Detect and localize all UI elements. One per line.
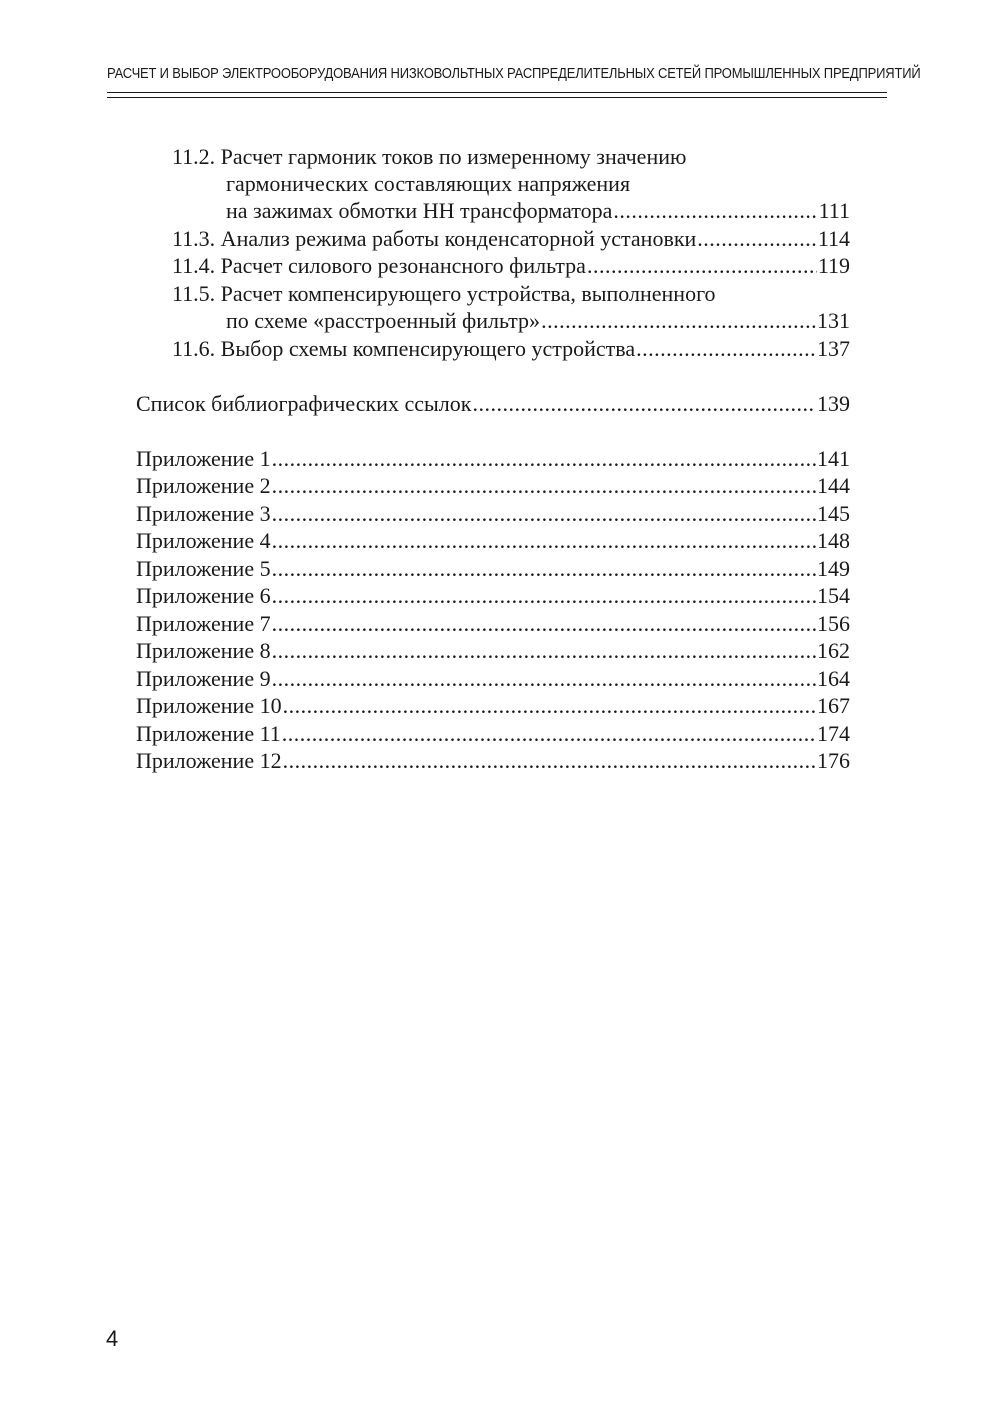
dot-leader (636, 335, 816, 362)
appendix-title: Приложение 4 (136, 528, 271, 553)
dot-leader (272, 445, 816, 472)
appendix-title: Приложение 5 (136, 556, 271, 581)
appendix-title: Приложение 12 (136, 748, 282, 773)
dot-leader (697, 225, 817, 252)
toc-entry-11-5-line1: 11.5. Расчет компенсирующего устройства, выполненного (172, 281, 716, 306)
toc-entry-appendix-8[interactable] (136, 637, 850, 664)
toc-entry-appendix-2[interactable] (136, 472, 850, 499)
appendix-page: 149 (817, 556, 850, 581)
dot-leader (587, 252, 817, 279)
toc-entry-11-6-page: 137 (817, 336, 850, 361)
toc-entry-11-5-page: 131 (817, 308, 850, 333)
toc-entry-11-3-page: 114 (817, 226, 850, 251)
page-number: 4 (106, 1326, 119, 1351)
appendix-page: 167 (817, 693, 850, 718)
toc-entry-appendix-10[interactable] (136, 692, 850, 719)
toc-entry-bibliography-page: 139 (817, 391, 850, 416)
appendix-page: 141 (817, 446, 850, 471)
header-rule-bottom (107, 97, 887, 98)
appendix-title: Приложение 10 (136, 693, 282, 718)
dot-leader (272, 500, 816, 527)
dot-leader (272, 472, 816, 499)
toc-entry-appendix-1[interactable] (136, 445, 850, 472)
appendix-title: Приложение 2 (136, 473, 271, 498)
toc-entry-11-2[interactable] (226, 197, 850, 224)
dot-leader (472, 390, 816, 417)
appendix-title: Приложение 11 (136, 721, 281, 746)
toc-entry-11-5-line2: по схеме «расстроенный фильтр» (226, 308, 541, 333)
appendix-title: Приложение 9 (136, 666, 271, 691)
running-header: РАСЧЕТ И ВЫБОР ЭЛЕКТРООБОРУДОВАНИЯ НИЗКОВОЛЬТНЫХ РАСПРЕДЕЛИТЕЛЬНЫХ СЕТЕЙ ПРОМЫШЛЕННЫХ ПРЕДПРИЯТИЙ (107, 66, 921, 82)
appendix-title: Приложение 1 (136, 446, 271, 471)
toc-entry-11-2-page: 111 (818, 198, 850, 223)
dot-leader (272, 527, 816, 554)
toc-entry-11-4-page: 119 (817, 253, 850, 278)
dot-leader (541, 307, 816, 334)
toc-entry-11-2-line3: на зажимах обмотки НН трансформатора (226, 198, 613, 223)
appendix-title: Приложение 8 (136, 638, 271, 663)
toc-entry-appendix-11[interactable] (136, 720, 850, 747)
appendix-page: 176 (817, 748, 850, 773)
dot-leader (283, 692, 816, 719)
toc-entry-11-3[interactable] (172, 225, 850, 252)
dot-leader (272, 582, 816, 609)
dot-leader (613, 197, 817, 224)
toc-entry-11-4-title: 11.4. Расчет силового резонансного фильтра (172, 253, 586, 278)
dot-leader (272, 555, 816, 582)
toc-entry-11-5[interactable] (226, 307, 850, 334)
appendix-page: 145 (817, 501, 850, 526)
appendix-title: Приложение 3 (136, 501, 271, 526)
toc-entry-11-6[interactable] (172, 335, 850, 362)
appendix-page: 156 (817, 611, 850, 636)
toc-entry-11-2-line1: 11.2. Расчет гармоник токов по измеренному значению (172, 144, 687, 169)
dot-leader (282, 720, 816, 747)
dot-leader (272, 665, 816, 692)
toc-entry-11-2-line2: гармонических составляющих напряжения (226, 171, 631, 196)
appendix-page: 148 (817, 528, 850, 553)
appendix-title: Приложение 6 (136, 583, 271, 608)
appendix-page: 144 (817, 473, 850, 498)
toc-entry-appendix-6[interactable] (136, 582, 850, 609)
appendix-page: 154 (817, 583, 850, 608)
appendix-page: 162 (817, 638, 850, 663)
toc-entry-appendix-4[interactable] (136, 527, 850, 554)
toc-entry-11-4[interactable] (172, 252, 850, 279)
dot-leader (283, 747, 816, 774)
toc-entry-appendix-7[interactable] (136, 610, 850, 637)
dot-leader (272, 637, 816, 664)
appendix-page: 174 (817, 721, 850, 746)
header-rule-top (107, 92, 887, 93)
toc-entry-appendix-5[interactable] (136, 555, 850, 582)
toc-entry-bibliography-title: Список библиографических ссылок (136, 391, 472, 416)
toc-entry-appendix-12[interactable] (136, 747, 850, 774)
toc-entry-11-6-title: 11.6. Выбор схемы компенсирующего устройства (172, 336, 636, 361)
toc-entry-bibliography[interactable] (136, 390, 850, 417)
dot-leader (272, 610, 816, 637)
toc-entry-appendix-9[interactable] (136, 665, 850, 692)
toc-entry-appendix-3[interactable] (136, 500, 850, 527)
appendix-title: Приложение 7 (136, 611, 271, 636)
appendix-page: 164 (817, 666, 850, 691)
toc-entry-11-3-title: 11.3. Анализ режима работы конденсаторной установки (172, 226, 697, 251)
